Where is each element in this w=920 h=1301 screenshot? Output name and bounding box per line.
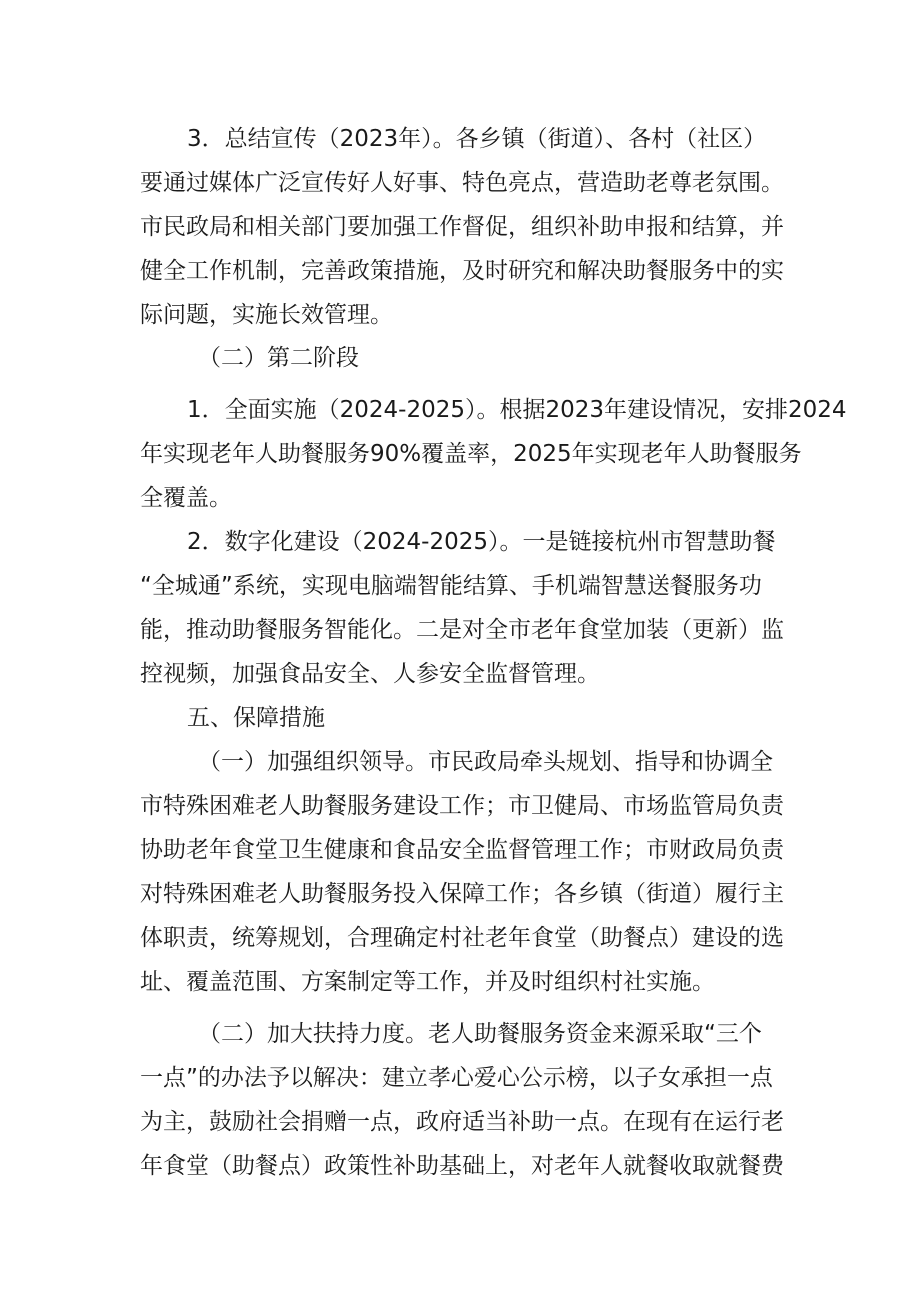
text-line-12: 能，推动助餐服务智能化。二是对全市老年食堂加装（更新）监 [140, 617, 784, 643]
text-line-5: 际问题，实施长效管理。 [140, 302, 393, 328]
text-line-4: 健全工作机制，完善政策措施，及时研究和解决助餐服务中的实 [140, 258, 784, 284]
text-line-24: 年食堂（助餐点）政策性补助基础上，对老年人就餐收取就餐费 [140, 1153, 784, 1179]
text-line-16: 市特殊困难老人助餐服务建设工作；市卫健局、市场监管局负责 [140, 793, 784, 819]
text-line-22: 一点”的办法予以解决：建立孝心爱心公示榜，以子女承担一点 [140, 1065, 773, 1091]
text-line-13: 控视频，加强食品安全、人参安全监督管理。 [140, 661, 600, 687]
text-line-15: （一）加强组织领导。市民政局牵头规划、指导和协调全 [198, 749, 773, 775]
text-line-18: 对特殊困难老人助餐服务投入保障工作；各乡镇（街道）履行主 [140, 881, 784, 907]
text-line-1: 3．总结宣传（2023年）。各乡镇（街道）、各村（社区） [187, 126, 767, 152]
text-line-10: 2．数字化建设（2024-2025）。一是链接杭州市智慧助餐 [187, 529, 776, 555]
text-line-19: 体职责，统筹规划，合理确定村社老年食堂（助餐点）建设的选 [140, 925, 784, 951]
text-line-17: 协助老年食堂卫生健康和食品安全监督管理工作；市财政局负责 [140, 837, 784, 863]
text-line-21: （二）加大扶持力度。老人助餐服务资金来源采取“三个 [198, 1021, 762, 1047]
text-line-9: 全覆盖。 [140, 485, 232, 511]
section-heading-safeguards: 五、保障措施 [187, 705, 325, 731]
text-line-8: 年实现老年人助餐服务90%覆盖率，2025年实现老年人助餐服务 [140, 441, 802, 467]
text-line-20: 址、覆盖范围、方案制定等工作，并及时组织村社实施。 [140, 969, 715, 995]
text-line-23: 为主，鼓励社会捐赠一点，政府适当补助一点。在现有在运行老 [140, 1109, 784, 1135]
text-line-11: “全城通”系统，实现电脑端智能结算、手机端智慧送餐服务功 [140, 573, 762, 599]
section-heading-stage-2: （二）第二阶段 [198, 345, 359, 371]
text-line-3: 市民政局和相关部门要加强工作督促，组织补助申报和结算，并 [140, 214, 784, 240]
text-line-2: 要通过媒体广泛宣传好人好事、特色亮点，营造助老尊老氛围。 [140, 170, 784, 196]
text-line-7: 1．全面实施（2024-2025）。根据2023年建设情况，安排2024 [187, 397, 847, 423]
